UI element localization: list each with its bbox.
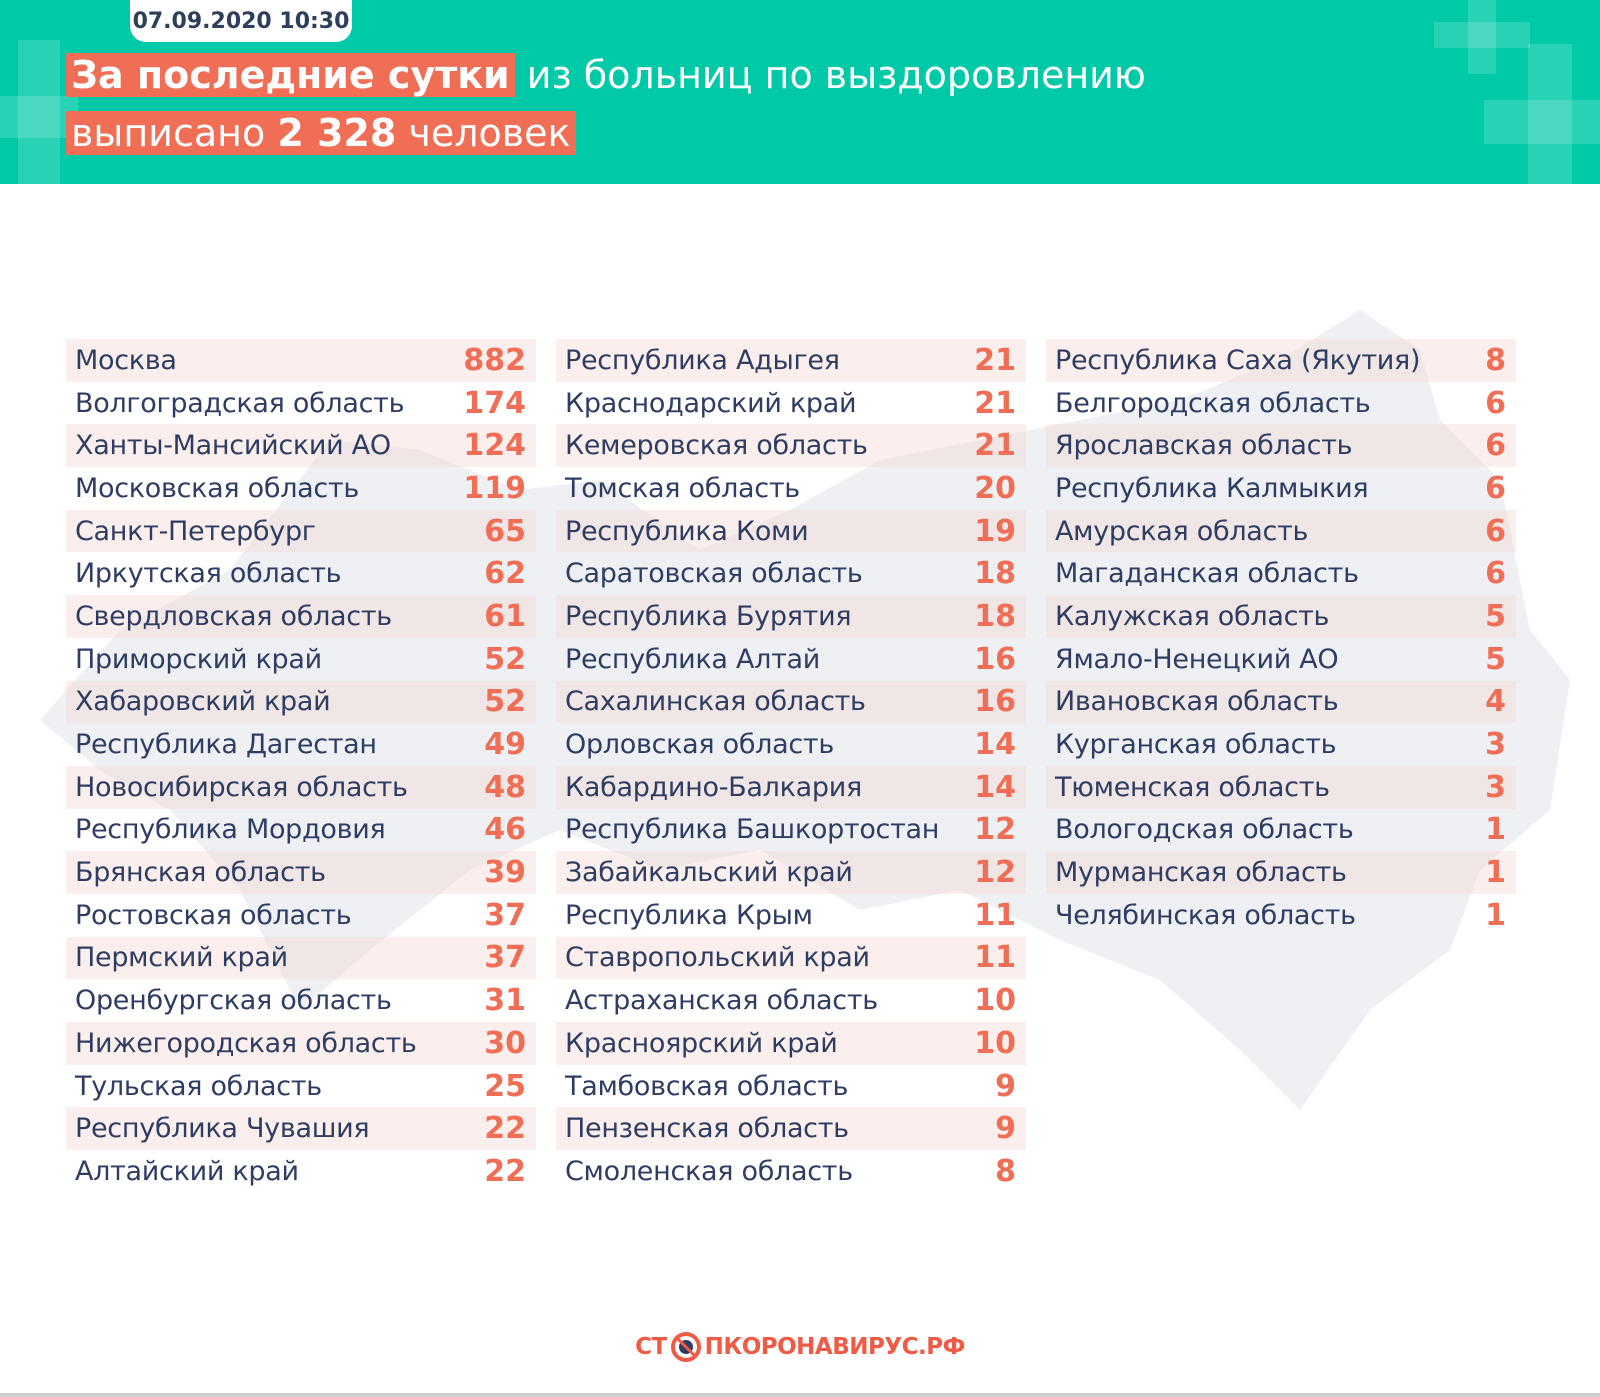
region-value: 52 [484,684,526,720]
table-row [1046,766,1516,809]
region-value: 37 [484,897,526,933]
region-value: 4 [1485,684,1506,720]
table-row [66,809,536,852]
region-value: 39 [484,855,526,891]
region-value: 3 [1485,769,1506,805]
region-column-3 [1046,339,1516,937]
region-name: Республика Дагестан [75,729,377,761]
region-name: Волгоградская область [75,387,405,419]
region-name: Ямало-Ненецкий АО [1055,643,1339,675]
region-name: Республика Башкортостан [565,814,940,846]
table-row [1046,467,1516,510]
table-row [556,809,1026,852]
region-name: Брянская область [75,857,326,889]
region-value: 16 [974,684,1016,720]
region-name: Республика Крым [565,899,813,931]
region-name: Краснодарский край [565,387,857,419]
table-row [556,1150,1026,1193]
region-name: Красноярский край [565,1027,838,1059]
region-value: 6 [1485,385,1506,421]
region-name: Санкт-Петербург [75,515,316,547]
region-value: 21 [974,385,1016,421]
region-value: 6 [1485,428,1506,464]
region-value: 14 [974,727,1016,763]
region-value: 124 [463,428,526,464]
region-name: Москва [75,344,177,376]
region-value: 19 [974,513,1016,549]
logo-text-left: СТ [635,1334,667,1360]
region-name: Республика Бурятия [565,600,852,632]
region-name: Калужская область [1055,600,1330,632]
region-name: Иркутская область [75,558,342,590]
region-value: 21 [974,342,1016,378]
region-value: 3 [1485,727,1506,763]
region-value: 119 [463,470,526,506]
region-name: Республика Саха (Якутия) [1055,344,1421,376]
table-row [1046,894,1516,937]
table-row [66,552,536,595]
table-row [66,1022,536,1065]
region-name: Республика Калмыкия [1055,472,1369,504]
stopcoronavirus-logo [0,1330,1600,1364]
table-row [66,1107,536,1150]
table-row [556,723,1026,766]
region-value: 48 [484,769,526,805]
bottom-divider [0,1393,1600,1397]
title-rest: из больниц по выздоровлению [526,53,1146,97]
region-name: Забайкальский край [565,857,853,889]
region-value: 11 [974,897,1016,933]
region-name: Тульская область [75,1070,322,1102]
region-value: 8 [995,1153,1016,1189]
region-name: Мурманская область [1055,857,1347,889]
region-name: Орловская область [565,729,834,761]
region-name: Смоленская область [565,1155,853,1187]
table-row [1046,382,1516,425]
region-name: Саратовская область [565,558,863,590]
region-name: Томская область [565,472,800,504]
table-row [1046,339,1516,382]
region-name: Ханты-Мансийский АО [75,430,391,462]
table-row [1046,552,1516,595]
region-value: 20 [974,470,1016,506]
table-row [556,1107,1026,1150]
region-value: 5 [1485,641,1506,677]
table-row [66,894,536,937]
region-value: 18 [974,556,1016,592]
table-row [556,382,1026,425]
table-row [1046,723,1516,766]
region-name: Алтайский край [75,1155,299,1187]
region-value: 9 [995,1111,1016,1147]
table-row [556,339,1026,382]
region-name: Республика Коми [565,515,809,547]
total-highlight [66,111,576,155]
table-row [556,552,1026,595]
region-name: Республика Мордовия [75,814,386,846]
region-value: 882 [463,342,526,378]
region-value: 1 [1485,897,1506,933]
region-value: 14 [974,769,1016,805]
region-name: Республика Адыгея [565,344,840,376]
table-row [66,766,536,809]
region-value: 10 [974,1025,1016,1061]
region-value: 16 [974,641,1016,677]
virus-icon [669,1330,703,1364]
table-row [1046,809,1516,852]
title-line-2 [66,110,576,156]
table-row [66,339,536,382]
total-prefix: выписано [71,111,266,155]
region-name: Московская область [75,472,359,504]
table-row [1046,595,1516,638]
region-value: 37 [484,940,526,976]
total-suffix: человек [408,111,571,155]
region-name: Курганская область [1055,729,1337,761]
table-row [66,1150,536,1193]
table-row [66,424,536,467]
table-row [556,979,1026,1022]
region-value: 6 [1485,513,1506,549]
table-row [556,595,1026,638]
region-name: Тамбовская область [565,1070,849,1102]
region-value: 174 [463,385,526,421]
region-value: 62 [484,556,526,592]
region-column-1 [66,339,536,1193]
table-row [1046,510,1516,553]
region-value: 21 [974,428,1016,464]
total-number: 2 328 [277,111,397,155]
region-value: 5 [1485,598,1506,634]
region-name: Амурская область [1055,515,1309,547]
region-name: Кемеровская область [565,430,868,462]
table-row [1046,851,1516,894]
region-value: 22 [484,1153,526,1189]
table-row [66,1065,536,1108]
region-value: 11 [974,940,1016,976]
table-row [556,681,1026,724]
table-row [66,979,536,1022]
table-row [66,937,536,980]
region-value: 30 [484,1025,526,1061]
region-name: Магаданская область [1055,558,1359,590]
date-label: 07.09.2020 10:30 [130,0,352,42]
region-column-2 [556,339,1026,1193]
region-value: 6 [1485,470,1506,506]
region-name: Оренбургская область [75,985,392,1017]
table-row [66,723,536,766]
region-name: Республика Алтай [565,643,821,675]
region-value: 8 [1485,342,1506,378]
region-value: 65 [484,513,526,549]
region-name: Хабаровский край [75,686,331,718]
table-row [66,382,536,425]
plus-decoration-right-big-h [1484,100,1600,144]
region-value: 9 [995,1068,1016,1104]
table-row [556,467,1026,510]
region-value: 12 [974,855,1016,891]
region-value: 49 [484,727,526,763]
region-name: Нижегородская область [75,1027,417,1059]
table-row [556,766,1026,809]
region-name: Сахалинская область [565,686,866,718]
region-name: Свердловская область [75,600,392,632]
title-line-1 [66,52,1146,98]
title-highlight: За последние сутки [66,53,515,97]
table-row [556,851,1026,894]
region-value: 1 [1485,855,1506,891]
logo-text-right: ПКОРОНАВИРУС.РФ [704,1334,965,1360]
region-value: 46 [484,812,526,848]
region-name: Республика Чувашия [75,1113,370,1145]
region-name: Астраханская область [565,985,878,1017]
plus-decoration-right-small-h [1434,22,1530,48]
region-name: Кабардино-Балкария [565,771,862,803]
region-name: Ивановская область [1055,686,1339,718]
header-banner [0,0,1600,184]
table-row [66,467,536,510]
region-value: 18 [974,598,1016,634]
region-value: 12 [974,812,1016,848]
region-value: 61 [484,598,526,634]
region-value: 52 [484,641,526,677]
table-row [66,595,536,638]
table-row [66,638,536,681]
region-value: 10 [974,983,1016,1019]
region-value: 1 [1485,812,1506,848]
region-table [66,339,1536,1195]
table-row [1046,424,1516,467]
region-name: Ростовская область [75,899,352,931]
region-name: Пензенская область [565,1113,849,1145]
region-name: Ярославская область [1055,430,1353,462]
region-name: Тюменская область [1055,771,1330,803]
region-name: Челябинская область [1055,899,1356,931]
region-name: Ставропольский край [565,942,870,974]
table-row [556,1065,1026,1108]
table-row [66,510,536,553]
region-name: Новосибирская область [75,771,408,803]
region-name: Приморский край [75,643,322,675]
table-row [556,510,1026,553]
table-row [1046,681,1516,724]
table-row [66,851,536,894]
table-row [556,1022,1026,1065]
table-row [66,681,536,724]
table-row [556,424,1026,467]
region-value: 31 [484,983,526,1019]
region-value: 6 [1485,556,1506,592]
region-name: Пермский край [75,942,288,974]
region-name: Вологодская область [1055,814,1354,846]
region-value: 25 [484,1068,526,1104]
table-row [1046,638,1516,681]
table-row [556,894,1026,937]
table-row [556,638,1026,681]
table-row [556,937,1026,980]
region-value: 22 [484,1111,526,1147]
region-name: Белгородская область [1055,387,1371,419]
